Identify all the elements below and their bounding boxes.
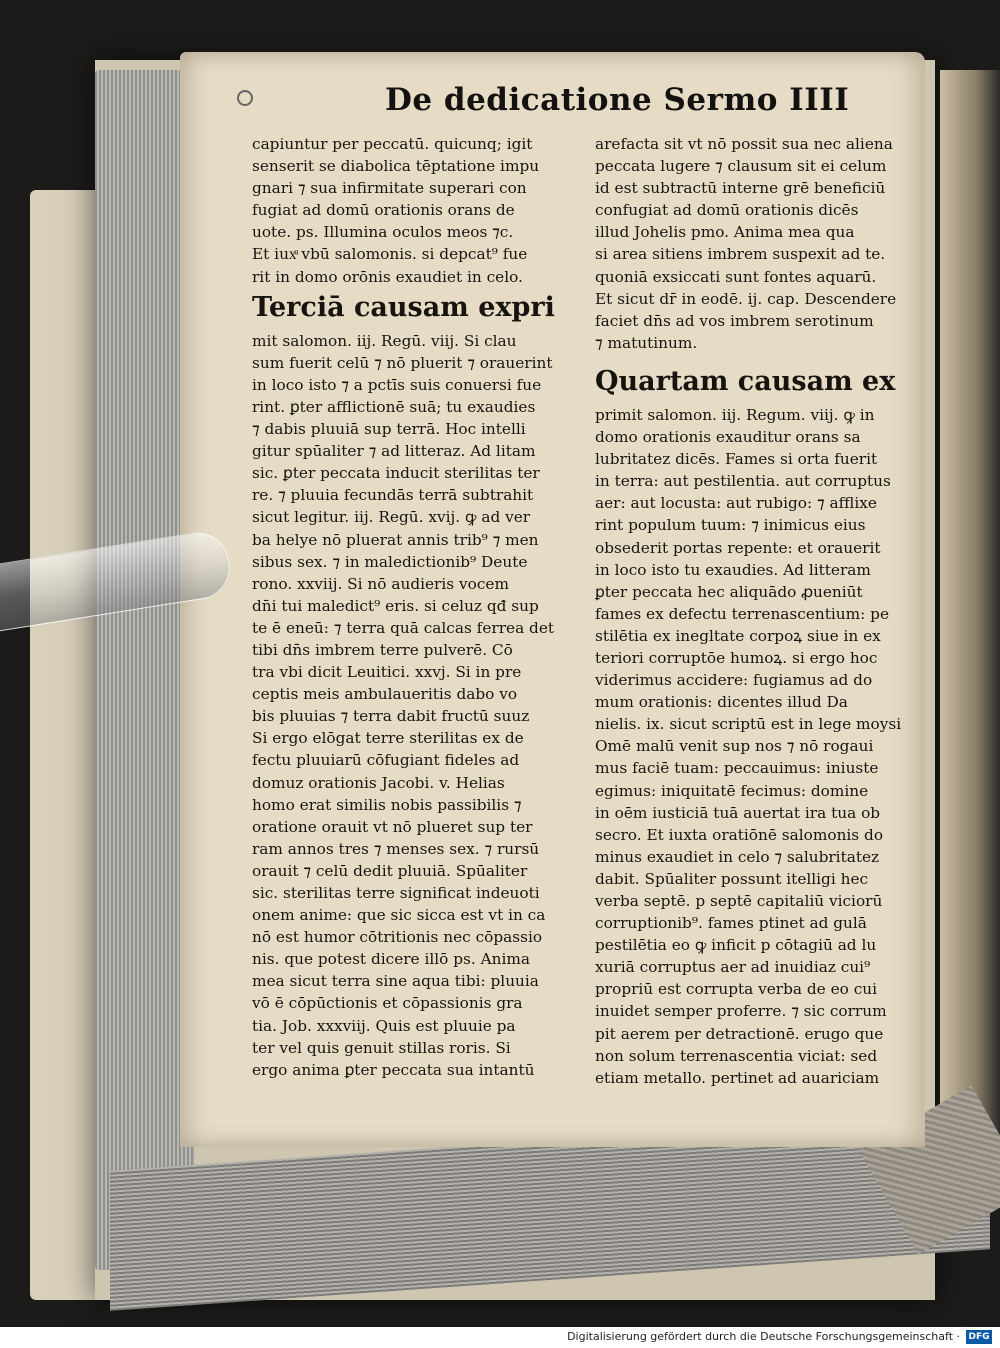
- text-line: propriū est corrupta verba de eo cui: [595, 980, 878, 999]
- dfg-logo: DFG: [966, 1330, 992, 1344]
- text-line: ter vel quis genuit stillas roris. Si: [252, 1038, 511, 1057]
- text-line: dabit. Spūaliter possunt itelligi hec: [595, 869, 869, 888]
- text-line: nō est humor cōtritionis nec cōpassio: [252, 928, 543, 947]
- text-line: oratione orauit vt nō plueret sup ter: [252, 817, 533, 836]
- text-line: tibi dn̄s imbrem terre pulverē. Cō: [252, 640, 513, 659]
- facing-page-edge: [940, 70, 1000, 1200]
- left-text-column: [252, 133, 577, 1081]
- text-line: in oēm iusticiā tuā auertat ira tua ob: [595, 803, 881, 822]
- text-line: bis pluuias ⁊ terra dabit fructū suuz: [252, 707, 530, 726]
- text-line: Et iuxͣ vbū salomonis. si depcat⁹ fue: [252, 245, 528, 264]
- section-heading-quartam: Quartam causam ex: [595, 365, 896, 397]
- text-line: sum fuerit celū ⁊ nō pluerit ⁊ orauerint: [252, 353, 553, 372]
- text-line: fames ex defectu terrenascentium: pe: [595, 604, 890, 623]
- text-line: illud Johelis pmo. Anima mea qua: [595, 223, 855, 242]
- text-line: uote. ps. Illumina oculos meos ⁊c.: [252, 223, 514, 242]
- text-line: mit salomon. iij. Regū. viij. Si clau: [252, 331, 517, 350]
- text-line: quoniā exsiccati sunt fontes aquarū.: [595, 267, 877, 286]
- text-line: corruptionib⁹. fames ptinet ad gulā: [595, 914, 867, 933]
- text-line: ergo anima ꝑter peccata sua intantū: [252, 1060, 535, 1079]
- text-line: in terra: aut pestilentia. aut corruptus: [595, 472, 891, 491]
- text-line: sic. ꝑter peccata inducit sterilitas ter: [252, 464, 540, 483]
- text-line: secro. Et iuxta oratiōnē salomonis do: [595, 825, 884, 844]
- text-line: pestilētia eo ꝙ inficit p cōtagiū ad lu: [595, 936, 877, 955]
- text-line: sicut legitur. iij. Regū. xvij. ꝙ ad ver: [252, 508, 531, 527]
- text-line: Omē malū venit sup nos ⁊ nō rogaui: [595, 737, 874, 756]
- page-marker-icon: [237, 90, 253, 106]
- text-line: mea sicut terra sine aqua tibi: pluuia: [252, 972, 539, 991]
- text-line: onem anime: que sic sicca est vt in ca: [252, 906, 546, 925]
- text-line: inuidet semper proferre. ⁊ sic corrum: [595, 1002, 887, 1021]
- text-line: nis. que potest dicere illō ps. Anima: [252, 950, 531, 969]
- text-line: pit aerem per detractionē. erugo que: [595, 1024, 884, 1043]
- text-line: gitur spūaliter ⁊ ad litteraz. Ad litam: [252, 442, 536, 461]
- text-line: re. ⁊ pluuia fecundās terrā subtrahit: [252, 486, 534, 505]
- section-heading-tercia: Terciā causam expri: [252, 291, 555, 323]
- text-line: te ē eneū: ⁊ terra quā calcas ferrea det: [252, 618, 555, 637]
- text-line: nielis. ix. sicut scriptū est in lege moysi: [595, 715, 902, 734]
- text-line: stilētia ex inegltate corpoꝝ siue in ex: [595, 626, 881, 645]
- text-line: homo erat similis nobis passibilis ⁊: [252, 795, 522, 814]
- text-line: minus exaudiet in celo ⁊ salubritatez: [595, 847, 880, 866]
- text-line: fugiat ad domū orationis orans de: [252, 201, 515, 220]
- text-line: tra vbi dicit Leuitici. xxvj. Si in pre: [252, 663, 522, 682]
- text-line: teriori corruptōe humoꝝ. si ergo hoc: [595, 648, 878, 667]
- text-line: domo orationis exauditur orans sa: [595, 428, 861, 447]
- text-line: tia. Job. xxxviij. Quis est pluuie pa: [252, 1016, 516, 1035]
- text-line: ꝑter peccata hec aliquādo ꝓueniūt: [595, 582, 863, 601]
- text-line: arefacta sit vt nō possit sua nec aliena: [595, 135, 893, 153]
- text-line: senserit se diabolica tēptatione impu: [252, 157, 540, 176]
- text-line: si area sitiens imbrem suspexit ad te.: [595, 245, 886, 264]
- text-line: aer: aut locusta: aut rubigo: ⁊ afflixe: [595, 494, 877, 513]
- text-line: mum orationis: dicentes illud Da: [595, 693, 848, 712]
- text-line: id est subtractū interne grē beneficiū: [595, 179, 886, 198]
- text-line: non solum terrenascentia viciat: sed: [595, 1046, 878, 1065]
- text-line: ⁊ matutinum.: [595, 333, 698, 352]
- text-line: Si ergo elōgat terre sterilitas ex de: [252, 729, 524, 748]
- text-line: viderimus accidere: fugiamus ad do: [595, 671, 873, 690]
- text-line: mus faciē tuam: peccauimus: iniuste: [595, 759, 879, 778]
- text-line: ba helye nō pluerat annis trib⁹ ⁊ men: [252, 530, 539, 549]
- text-line: domuz orationis Jacobi. v. Helias: [252, 773, 505, 792]
- text-line: in loco isto tu exaudies. Ad litteram: [595, 560, 871, 579]
- text-line: primit salomon. iij. Regum. viij. ꝙ in: [595, 405, 875, 424]
- text-line: fectu pluuiarū cōfugiant fideles ad: [252, 751, 520, 770]
- text-line: capiuntur per peccatū. quicunq; igit: [252, 135, 533, 153]
- text-line: etiam metallo. pertinet ad auariciam: [595, 1068, 880, 1087]
- text-line: gnari ⁊ sua infirmitate superari con: [252, 179, 527, 198]
- text-line: sic. sterilitas terre significat indeuoti: [252, 884, 540, 902]
- text-line: lubritatez dicēs. Fames si orta fuerit: [595, 450, 878, 469]
- funding-credit: Digitalisierung gefördert durch die Deutsche Forschungsgemeinschaft ·: [567, 1330, 960, 1343]
- running-header: De dedicatione Sermo IIII: [385, 82, 850, 118]
- text-line: verba septē. p septē capitaliū viciorū: [595, 892, 883, 910]
- text-line: orauit ⁊ celū dedit pluuiā. Spūaliter: [252, 861, 528, 880]
- text-line: rono. xxviij. Si nō audieris vocem: [252, 574, 509, 593]
- text-line: peccata lugere ⁊ clausum sit ei celum: [595, 157, 887, 176]
- right-text-column: [595, 133, 915, 1089]
- text-line: vō ē cōpūctionis et cōpassionis gra: [252, 994, 523, 1013]
- text-line: faciet dn̄s ad vos imbrem serotinum: [595, 311, 874, 330]
- text-line: rit in domo orōnis exaudiet in celo.: [252, 267, 523, 286]
- text-line: Et sicut dr̄ in eodē. ij. cap. Descendere: [595, 289, 897, 308]
- text-line: xuriā corruptus aer ad inuidiaz cui⁹: [595, 958, 871, 977]
- text-line: ceptis meis ambulaueritis dabo vo: [252, 685, 518, 704]
- text-line: egimus: iniquitatē fecimus: domine: [595, 781, 869, 800]
- text-line: rint. ꝑter afflictionē suā; tu exaudies: [252, 397, 536, 416]
- text-line: sibus sex. ⁊ in maledictionib⁹ Deute: [252, 552, 528, 571]
- text-line: rint populum tuum: ⁊ inimicus eius: [595, 516, 866, 535]
- text-line: confugiat ad domū orationis dicēs: [595, 201, 859, 220]
- text-line: dn̄i tui maledict⁹ eris. si celuz qđ sup: [252, 596, 539, 615]
- text-line: obsederit portas repente: et orauerit: [595, 538, 881, 557]
- text-line: ⁊ dabis pluuiā sup terrā. Hoc intelli: [252, 420, 526, 439]
- text-line: in loco isto ⁊ a pctīs suis conuersi fue: [252, 375, 542, 394]
- text-line: ram annos tres ⁊ menses sex. ⁊ rursū: [252, 839, 540, 858]
